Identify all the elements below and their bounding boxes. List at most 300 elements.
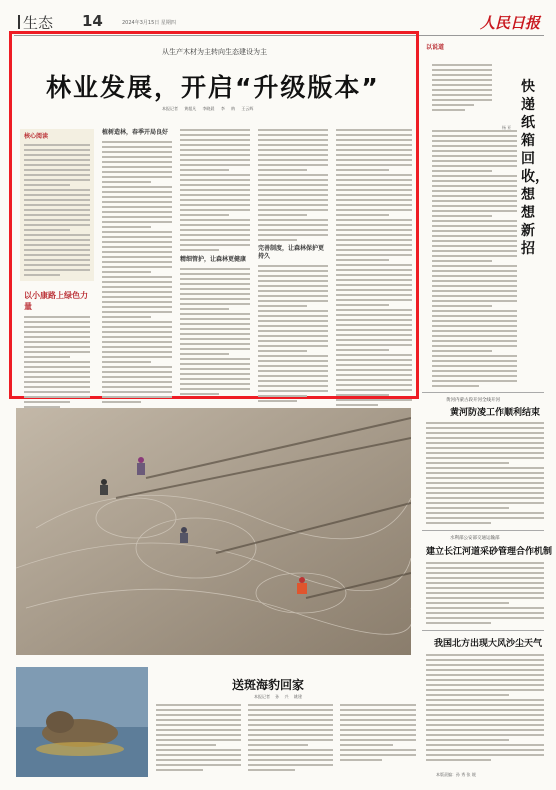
text-line (180, 169, 229, 171)
text-line (432, 300, 517, 302)
text-line (24, 179, 90, 181)
text-line (336, 154, 412, 156)
text-line (102, 361, 151, 363)
text-line (336, 204, 412, 206)
text-line (24, 184, 70, 186)
text-line (258, 315, 328, 317)
text-line (180, 134, 250, 136)
text-line (336, 169, 389, 171)
text-line (340, 724, 416, 726)
text-line (102, 351, 172, 353)
text-line (432, 104, 474, 106)
text-line (180, 174, 250, 176)
text-line (180, 199, 250, 201)
text-line (426, 679, 544, 681)
text-line (156, 764, 241, 766)
text-line (432, 335, 517, 337)
text-line (336, 294, 412, 296)
text-line (248, 729, 333, 731)
text-line (426, 694, 509, 696)
text-line (24, 341, 90, 343)
text-line (336, 179, 412, 181)
text-line (336, 134, 412, 136)
text-line (432, 325, 517, 327)
text-line (426, 612, 544, 614)
text-line (24, 386, 90, 388)
text-line (336, 314, 412, 316)
text-line (180, 278, 250, 280)
text-line (258, 134, 328, 136)
text-line (180, 353, 229, 355)
text-line (156, 729, 241, 731)
text-line (156, 704, 241, 706)
column-2-lower (180, 256, 250, 398)
commentary-text (432, 64, 492, 114)
masthead-logo: 人民日报 (479, 14, 540, 32)
text-line (102, 376, 172, 378)
text-line (426, 452, 544, 454)
text-line (258, 285, 328, 287)
text-line (24, 149, 90, 151)
text-line (258, 239, 297, 241)
text-line (258, 380, 328, 382)
text-line (258, 330, 328, 332)
text-line (24, 234, 90, 236)
text-line (340, 709, 416, 711)
column-4 (336, 129, 412, 409)
text-line (180, 298, 250, 300)
text-line (102, 326, 172, 328)
text-line (426, 674, 544, 676)
text-line (180, 184, 250, 186)
text-line (258, 174, 328, 176)
text-line (432, 215, 492, 217)
page-number: 14 (82, 12, 103, 30)
text-line (258, 199, 328, 201)
section-name (18, 12, 53, 33)
text-line (426, 582, 544, 584)
text-line (258, 290, 328, 292)
text-line (426, 457, 544, 459)
text-line (432, 345, 517, 347)
story1-headline[interactable]: 黄河防凌工作顺利结束 (450, 408, 541, 418)
text-line (102, 386, 172, 388)
text-line (426, 689, 544, 691)
text-line (258, 214, 307, 216)
text-line (432, 350, 492, 352)
text-line (180, 303, 250, 305)
divider-line (422, 630, 544, 631)
text-line (102, 246, 172, 248)
text-line (426, 744, 544, 746)
subhead-1: 植树造林，春季开局良好 (102, 129, 169, 136)
text-line (102, 241, 172, 243)
text-line (248, 754, 333, 756)
tideflat-photo[interactable] (16, 408, 411, 655)
text-line (180, 318, 250, 320)
text-line (180, 333, 250, 335)
text-line (180, 283, 250, 285)
text-line (156, 754, 241, 756)
text-line (24, 381, 90, 383)
section-label: 生态 (23, 14, 54, 32)
text-line (24, 229, 70, 231)
text-line (180, 244, 250, 246)
text-line (426, 492, 544, 494)
text-line (102, 316, 151, 318)
text-line (258, 340, 328, 342)
text-line (426, 664, 544, 666)
text-line (102, 381, 172, 383)
text-line (156, 749, 241, 751)
text-line (340, 739, 416, 741)
text-line (24, 239, 90, 241)
text-line (102, 166, 172, 168)
page-editor-credit: 本版责编：孙 秀 张 媛 (436, 772, 476, 777)
text-line (432, 250, 517, 252)
story2-headline[interactable]: 建立长江河道采砂管理合作机制 (426, 547, 553, 557)
text-line (180, 179, 250, 181)
text-line (336, 384, 412, 386)
text-line (258, 310, 328, 312)
text-line (258, 169, 307, 171)
text-line (258, 350, 307, 352)
text-line (258, 149, 328, 151)
text-line (336, 234, 412, 236)
text-line (180, 388, 250, 390)
text-line (426, 497, 544, 499)
text-line (336, 379, 412, 381)
text-line (336, 269, 412, 271)
text-line (426, 487, 544, 489)
text-line (432, 275, 517, 277)
text-line (258, 184, 328, 186)
text-line (102, 261, 172, 263)
text-line (102, 191, 172, 193)
commentary-body (432, 130, 517, 390)
text-line (258, 219, 328, 221)
text-line (258, 390, 328, 392)
text-line (102, 331, 172, 333)
text-line (180, 239, 250, 241)
text-line (258, 385, 328, 387)
text-line (432, 380, 517, 382)
text-line (426, 522, 491, 524)
text-line (258, 365, 328, 367)
text-line (258, 320, 328, 322)
text-line (432, 130, 517, 132)
text-line (432, 320, 517, 322)
text-line (340, 729, 416, 731)
text-line (102, 216, 172, 218)
text-line (258, 300, 328, 302)
text-line (258, 224, 328, 226)
text-line (180, 323, 250, 325)
text-line (426, 759, 491, 761)
text-line (24, 376, 90, 378)
text-line (426, 622, 491, 624)
text-line (102, 291, 172, 293)
text-line (180, 273, 250, 275)
text-line (432, 305, 492, 307)
text-line (24, 396, 90, 398)
text-line (156, 734, 241, 736)
text-line (248, 769, 295, 771)
text-line (102, 311, 172, 313)
text-line (156, 719, 241, 721)
text-line (426, 502, 544, 504)
issue-date: 2024年3月15日 星期四 (122, 20, 176, 26)
photo-story-title[interactable]: 送斑海豹回家 (232, 678, 305, 692)
text-line (432, 205, 517, 207)
column-1 (102, 129, 172, 406)
text-line (432, 230, 517, 232)
text-line (336, 289, 412, 291)
text-line (24, 274, 60, 276)
text-line (336, 149, 412, 151)
text-line (336, 279, 412, 281)
text-line (336, 334, 412, 336)
text-line (336, 389, 412, 391)
text-line (248, 714, 333, 716)
text-line (426, 714, 544, 716)
commentary-title[interactable]: 快递纸箱回收，想想新招 (521, 79, 549, 257)
lead-label: 核心阅读 (24, 133, 49, 140)
text-line (24, 361, 90, 363)
text-line (432, 165, 517, 167)
seal-photo[interactable] (16, 667, 148, 777)
text-line (258, 189, 328, 191)
text-line (24, 264, 90, 266)
text-line (432, 330, 517, 332)
text-line (432, 185, 517, 187)
text-line (432, 270, 517, 272)
text-line (258, 355, 328, 357)
text-line (336, 274, 412, 276)
text-line (156, 709, 241, 711)
text-line (180, 373, 250, 375)
text-line (102, 256, 172, 258)
text-line (336, 329, 412, 331)
text-line (24, 366, 90, 368)
text-line (336, 239, 412, 241)
text-line (102, 151, 172, 153)
text-line (102, 176, 172, 178)
text-line (156, 744, 216, 746)
text-line (258, 295, 328, 297)
text-line (180, 308, 229, 310)
text-line (258, 179, 328, 181)
text-line (24, 269, 90, 271)
text-line (180, 144, 250, 146)
text-line (180, 164, 250, 166)
text-line (24, 371, 90, 373)
text-line (102, 231, 172, 233)
text-line (24, 189, 90, 191)
article-kicker: 从生产木材为主转向生态建设为主 (162, 48, 267, 56)
photo-story-text-1 (156, 704, 241, 774)
text-line (336, 259, 389, 261)
text-line (180, 358, 250, 360)
text-line (180, 393, 219, 395)
text-line (180, 209, 250, 211)
text-line (336, 224, 412, 226)
text-line (432, 89, 492, 91)
text-line (248, 764, 333, 766)
text-line (426, 507, 509, 509)
text-line (336, 144, 412, 146)
text-line (426, 607, 544, 609)
text-line (336, 184, 412, 186)
text-line (180, 378, 250, 380)
text-line (102, 296, 172, 298)
text-line (102, 396, 172, 398)
text-line (426, 729, 544, 731)
text-line (336, 194, 412, 196)
text-line (340, 759, 382, 761)
text-line (426, 477, 544, 479)
text-line (426, 734, 544, 736)
text-line (432, 145, 517, 147)
text-line (432, 74, 492, 76)
text-line (426, 422, 544, 424)
text-line (248, 719, 333, 721)
text-line (336, 369, 412, 371)
text-line (248, 749, 333, 751)
divider-line (422, 530, 544, 531)
side-text (24, 316, 90, 411)
text-line (432, 375, 517, 377)
text-line (426, 749, 544, 751)
lead-text (24, 144, 90, 279)
photo-story-text-2 (248, 704, 333, 774)
divider-bar (18, 15, 20, 29)
text-line (426, 704, 544, 706)
text-line (102, 221, 172, 223)
text-line (102, 181, 151, 183)
divider-line (422, 392, 544, 393)
text-line (156, 739, 241, 741)
text-line (102, 276, 172, 278)
story3-headline[interactable]: 我国北方出现大风沙尘天气 (434, 639, 543, 649)
text-line (340, 744, 393, 746)
text-line (336, 319, 412, 321)
text-line (336, 254, 412, 256)
text-line (432, 190, 517, 192)
text-line (248, 734, 333, 736)
text-line (258, 139, 328, 141)
text-line (102, 356, 172, 358)
text-line (156, 759, 241, 761)
text-line (258, 375, 328, 377)
text-line (102, 371, 172, 373)
text-line (258, 154, 328, 156)
text-line (102, 186, 172, 188)
text-line (426, 472, 544, 474)
text-line (180, 363, 250, 365)
text-line (24, 174, 90, 176)
subhead-2: 精细管护，让森林更健康 (180, 256, 247, 263)
text-line (180, 288, 250, 290)
text-line (258, 204, 328, 206)
text-line (336, 139, 412, 141)
story3-body (426, 654, 544, 764)
text-line (432, 200, 517, 202)
text-line (24, 169, 90, 171)
text-line (102, 171, 172, 173)
text-line (102, 321, 172, 323)
text-line (432, 175, 517, 177)
text-line (336, 249, 412, 251)
text-line (180, 338, 250, 340)
text-line (432, 84, 492, 86)
text-line (258, 335, 328, 337)
text-line (336, 374, 412, 376)
text-line (248, 704, 333, 706)
text-line (336, 399, 412, 401)
text-line (432, 99, 492, 101)
text-line (180, 214, 229, 216)
text-line (336, 189, 412, 191)
text-line (258, 265, 328, 267)
text-line (24, 199, 90, 201)
text-line (426, 592, 544, 594)
text-line (426, 684, 544, 686)
text-line (432, 160, 517, 162)
text-line (102, 236, 172, 238)
column-3 (258, 129, 328, 405)
text-line (426, 437, 544, 439)
text-line (432, 255, 517, 257)
text-line (180, 194, 250, 196)
text-line (432, 69, 492, 71)
text-line (258, 164, 328, 166)
text-line (258, 305, 307, 307)
text-line (426, 427, 544, 429)
text-line (102, 271, 151, 273)
text-line (426, 567, 544, 569)
photo-story-text-3 (340, 704, 416, 764)
text-line (102, 266, 172, 268)
text-line (432, 170, 492, 172)
text-line (258, 395, 307, 397)
text-line (102, 281, 172, 283)
text-line (180, 204, 250, 206)
text-line (102, 401, 141, 403)
text-line (102, 211, 172, 213)
text-line (340, 749, 416, 751)
text-line (258, 280, 328, 282)
text-line (336, 304, 389, 306)
text-line (180, 189, 250, 191)
text-line (336, 129, 412, 131)
text-line (102, 306, 172, 308)
text-line (336, 359, 412, 361)
text-line (102, 146, 172, 148)
photo-story-byline: 本报记者 孙 兴 姚建 (254, 694, 302, 699)
text-line (102, 336, 172, 338)
text-line (24, 356, 70, 358)
text-line (432, 360, 517, 362)
text-line (340, 704, 416, 706)
text-line (24, 154, 90, 156)
main-article-highlight[interactable] (9, 31, 419, 399)
article-byline: 本报记者 黄超凡 李晓晨 李 纳 王云辉 (162, 106, 254, 111)
text-line (336, 174, 412, 176)
text-line (426, 462, 509, 464)
text-line (336, 209, 412, 211)
text-line (336, 229, 412, 231)
